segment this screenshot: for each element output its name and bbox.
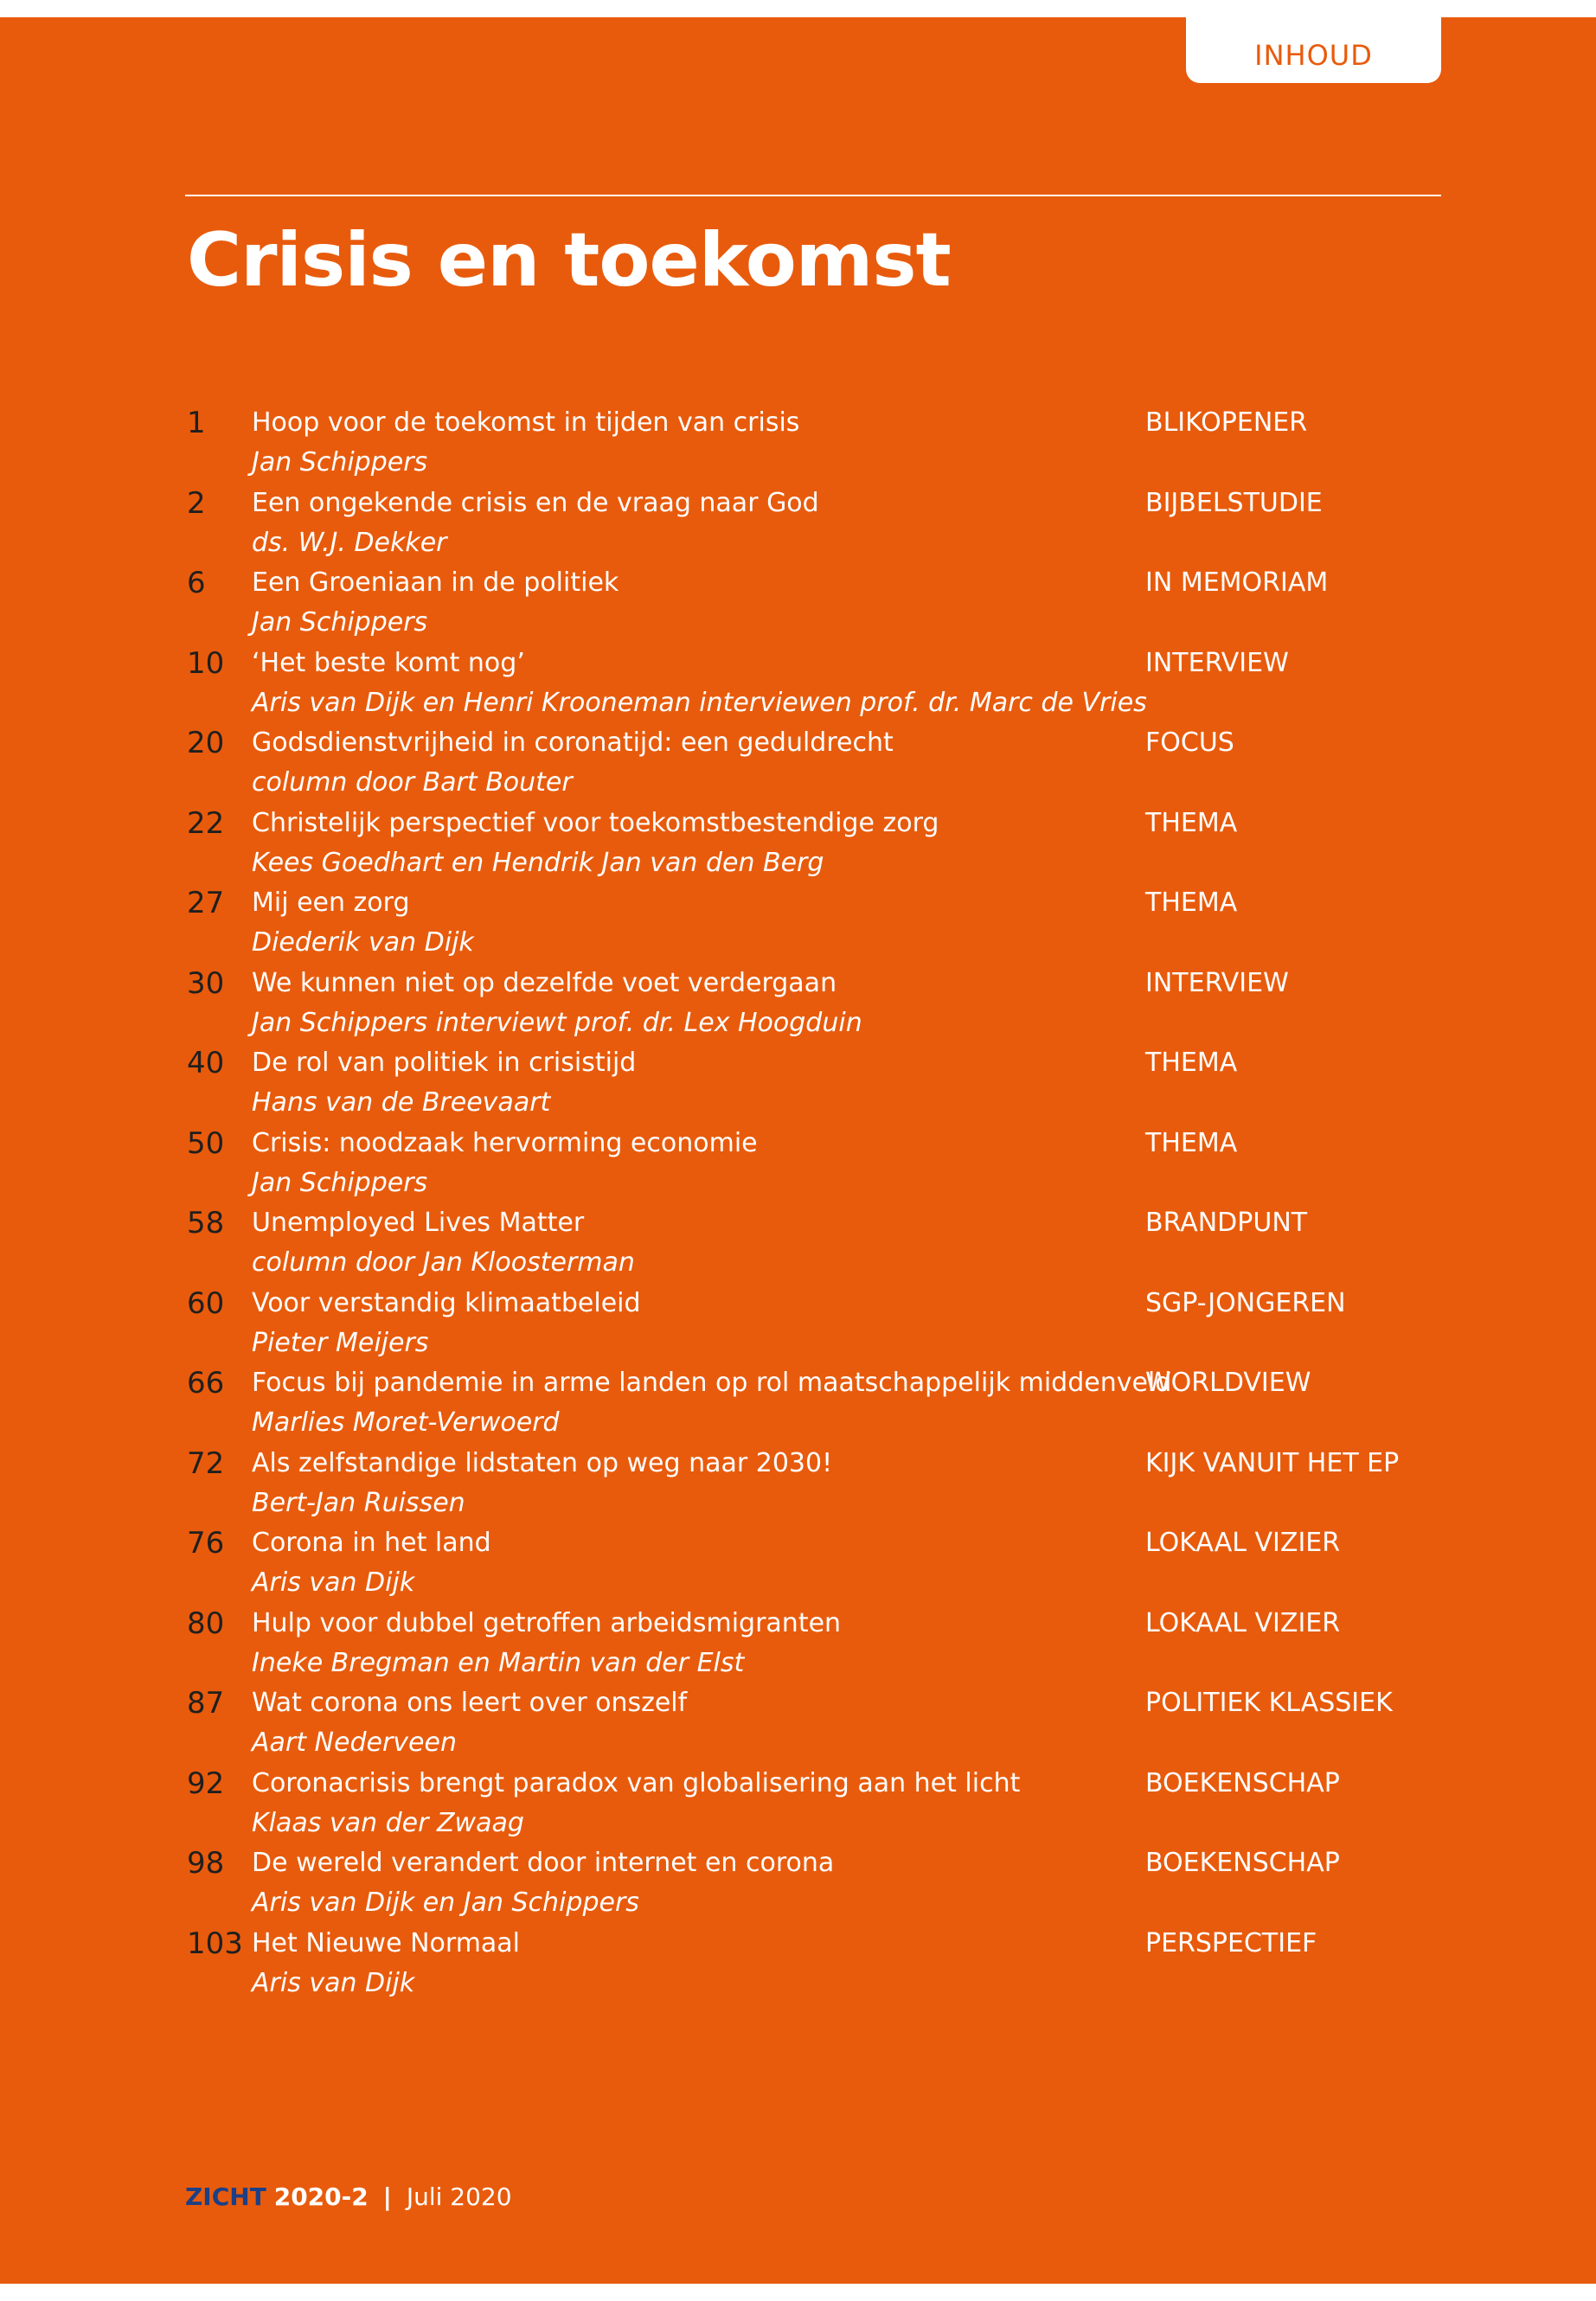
toc-article-author: Jan Schippers xyxy=(252,607,428,638)
toc-category: INTERVIEW xyxy=(1145,647,1289,678)
toc-category: THEMA xyxy=(1145,1127,1238,1158)
toc-entry xyxy=(187,403,1424,484)
toc-page-number: 66 xyxy=(187,1366,225,1400)
footer-brand: ZICHT xyxy=(185,2182,266,2211)
toc-entry xyxy=(187,644,1424,724)
toc-article-title: Een Groeniaan in de politiek xyxy=(252,567,619,598)
toc-article-author: Hans van de Breevaart xyxy=(252,1087,551,1118)
toc-category: BOEKENSCHAP xyxy=(1145,1848,1340,1878)
toc-article-title: Godsdienstvrijheid in coronatijd: een geduldrecht xyxy=(252,727,894,758)
toc-page-number: 2 xyxy=(187,485,206,521)
toc-page-number: 98 xyxy=(187,1846,225,1881)
toc-category: BIJBELSTUDIE xyxy=(1145,487,1323,518)
toc-article-title: De rol van politiek in crisistijd xyxy=(252,1048,637,1078)
toc-page-number: 58 xyxy=(187,1206,225,1240)
toc-article-author: column door Bart Bouter xyxy=(252,767,573,798)
toc-entry xyxy=(187,1924,1424,2004)
toc-article-title: Voor verstandig klimaatbeleid xyxy=(252,1287,641,1318)
toc-category: INTERVIEW xyxy=(1145,967,1289,998)
toc-page-number: 27 xyxy=(187,886,225,920)
toc-category: POLITIEK KLASSIEK xyxy=(1145,1688,1393,1718)
toc-article-title: Wat corona ons leert over onszelf xyxy=(252,1688,688,1718)
toc-article-title: Unemployed Lives Matter xyxy=(252,1208,585,1238)
toc-category: SGP-JONGEREN xyxy=(1145,1287,1346,1318)
toc-entry xyxy=(187,1444,1424,1524)
toc-article-author: Aris van Dijk en Henri Krooneman interviewen prof. dr. Marc de Vries xyxy=(252,687,1147,718)
toc-entry xyxy=(187,1124,1424,1204)
footer-date: Juli 2020 xyxy=(406,2182,512,2211)
toc-category: BLIKOPENER xyxy=(1145,407,1308,438)
toc-page-number: 30 xyxy=(187,965,225,1001)
toc-page-number: 22 xyxy=(187,805,225,841)
toc-category: THEMA xyxy=(1145,888,1238,918)
table-of-contents xyxy=(187,403,1424,2003)
toc-page-number: 76 xyxy=(187,1526,225,1561)
toc-category: PERSPECTIEF xyxy=(1145,1927,1317,1958)
toc-page-number: 72 xyxy=(187,1445,225,1481)
toc-page-number: 60 xyxy=(187,1285,225,1321)
toc-article-author: Jan Schippers xyxy=(252,1167,428,1198)
toc-category: THEMA xyxy=(1145,807,1238,838)
toc-entry xyxy=(187,964,1424,1044)
toc-article-title: Het Nieuwe Normaal xyxy=(252,1927,521,1958)
toc-article-title: Focus bij pandemie in arme landen op rol maatschappelijk middenveld xyxy=(252,1368,1172,1398)
toc-entry xyxy=(187,1683,1424,1764)
toc-page-number: 103 xyxy=(187,1926,243,1961)
toc-article-author: Pieter Meijers xyxy=(252,1327,429,1358)
toc-page-number: 6 xyxy=(187,566,206,600)
toc-entry xyxy=(187,1523,1424,1604)
toc-page-number: 50 xyxy=(187,1125,225,1161)
toc-article-title: Hoop voor de toekomst in tijden van crisis xyxy=(252,407,800,438)
toc-article-author: Bert-Jan Ruissen xyxy=(252,1487,465,1518)
toc-category: IN MEMORIAM xyxy=(1145,567,1329,598)
toc-category: BRANDPUNT xyxy=(1145,1208,1308,1238)
toc-category: FOCUS xyxy=(1145,727,1234,758)
toc-entry xyxy=(187,1203,1424,1284)
toc-article-title: Corona in het land xyxy=(252,1528,491,1558)
toc-article-author: Klaas van der Zwaag xyxy=(252,1807,524,1838)
toc-entry xyxy=(187,804,1424,884)
magazine-page xyxy=(0,17,1596,2284)
toc-article-title: De wereld verandert door internet en corona xyxy=(252,1848,835,1878)
section-tab: INHOUD xyxy=(1186,17,1441,83)
toc-entry xyxy=(187,1843,1424,1924)
toc-entry xyxy=(187,1284,1424,1364)
page-footer xyxy=(185,2182,512,2213)
toc-entry xyxy=(187,1764,1424,1844)
toc-entry xyxy=(187,484,1424,564)
toc-article-title: Mij een zorg xyxy=(252,888,410,918)
toc-category: THEMA xyxy=(1145,1048,1238,1078)
toc-category: KIJK VANUIT HET EP xyxy=(1145,1447,1400,1478)
toc-page-number: 92 xyxy=(187,1766,225,1801)
title-rule xyxy=(185,195,1441,196)
toc-article-title: Een ongekende crisis en de vraag naar God xyxy=(252,487,819,518)
toc-article-author: column door Jan Kloosterman xyxy=(252,1247,635,1278)
toc-entry xyxy=(187,563,1424,644)
toc-article-title: Crisis: noodzaak hervorming economie xyxy=(252,1127,758,1158)
toc-article-author: Jan Schippers xyxy=(252,447,428,478)
toc-article-author: Marlies Moret-Verwoerd xyxy=(252,1407,560,1438)
toc-article-author: Aris van Dijk en Jan Schippers xyxy=(252,1888,639,1918)
toc-article-author: Diederik van Dijk xyxy=(252,927,474,958)
toc-page-number: 1 xyxy=(187,406,206,440)
toc-article-author: Kees Goedhart en Hendrik Jan van den Berg xyxy=(252,847,824,878)
toc-article-title: Hulp voor dubbel getroffen arbeidsmigranten xyxy=(252,1607,842,1638)
toc-page-number: 40 xyxy=(187,1046,225,1080)
toc-entry xyxy=(187,1363,1424,1444)
toc-page-number: 10 xyxy=(187,645,225,681)
page-title: Crisis en toekomst xyxy=(187,217,951,304)
toc-article-author: Aris van Dijk xyxy=(252,1567,415,1598)
toc-article-title: Als zelfstandige lidstaten op weg naar 2030! xyxy=(252,1447,833,1478)
toc-article-title: Christelijk perspectief voor toekomstbestendige zorg xyxy=(252,807,939,838)
toc-page-number: 80 xyxy=(187,1606,225,1641)
toc-article-author: Ineke Bregman en Martin van der Elst xyxy=(252,1647,745,1678)
toc-entry xyxy=(187,723,1424,804)
toc-category: WORLDVIEW xyxy=(1145,1368,1311,1398)
toc-page-number: 87 xyxy=(187,1686,225,1721)
toc-article-title: We kunnen niet op dezelfde voet verdergaan xyxy=(252,967,837,998)
toc-article-author: ds. W.J. Dekker xyxy=(252,527,447,558)
toc-category: BOEKENSCHAP xyxy=(1145,1767,1340,1798)
footer-issue: 2020-2 xyxy=(273,2182,369,2211)
toc-entry xyxy=(187,1043,1424,1124)
footer-separator: | xyxy=(382,2182,392,2211)
toc-article-author: Aris van Dijk xyxy=(252,1967,415,1998)
toc-article-title: Coronacrisis brengt paradox van globalisering aan het licht xyxy=(252,1767,1021,1798)
toc-entry xyxy=(187,883,1424,964)
toc-article-author: Jan Schippers interviewt prof. dr. Lex Hoogduin xyxy=(252,1007,862,1038)
toc-article-title: ‘Het beste komt nog’ xyxy=(252,647,525,678)
toc-category: LOKAAL VIZIER xyxy=(1145,1607,1341,1638)
toc-page-number: 20 xyxy=(187,726,225,760)
toc-entry xyxy=(187,1604,1424,1684)
toc-article-author: Aart Nederveen xyxy=(252,1727,457,1758)
toc-category: LOKAAL VIZIER xyxy=(1145,1528,1341,1558)
